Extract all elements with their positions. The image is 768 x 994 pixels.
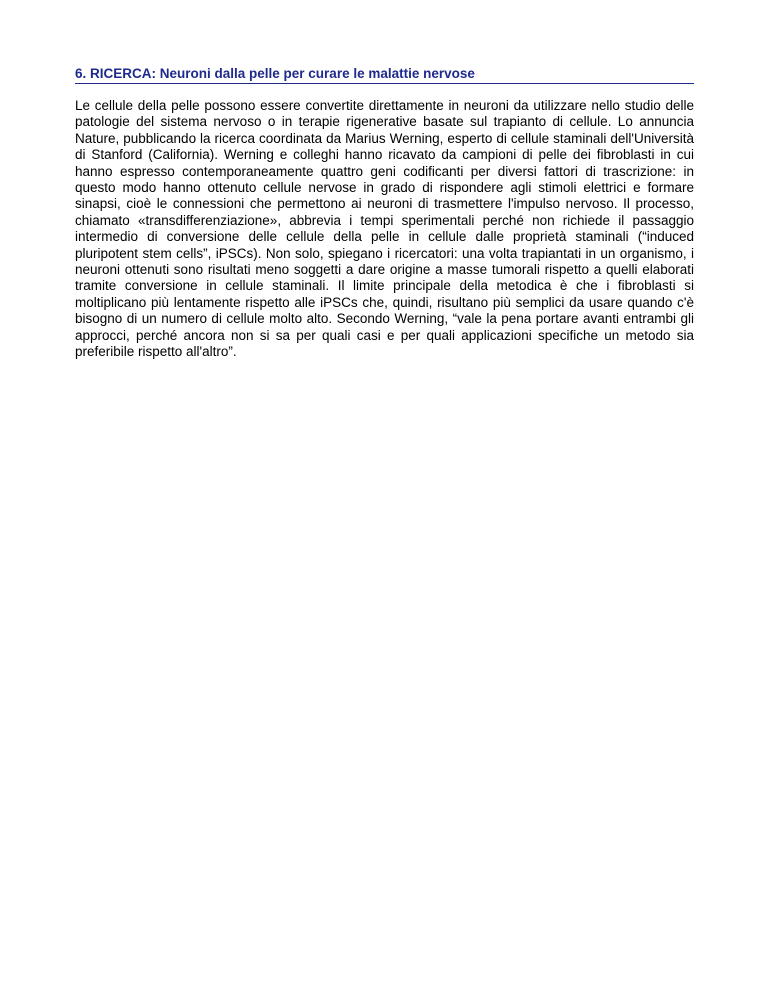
document-page [75, 66, 694, 374]
article-title: 6. RICERCA: Neuroni dalla pelle per curare le malattie nervose [75, 66, 694, 84]
article-body: Le cellule della pelle possono essere convertite direttamente in neuroni da utilizzare nello studio delle patologie del sistema nervoso o in terapie rigenerative basate sul trapianto di cellule. Lo annuncia Nature, pubblicando la ricerca coordinata da Marius Werning, esperto di cellule staminali dell'Università di Stanford (California). Werning e colleghi hanno ricavato da campioni di pelle dei fibroblasti in cui hanno espresso contemporaneamente quattro geni codificanti per diversi fattori di trascrizione: in questo modo hanno ottenuto cellule nervose in grado di rispondere agli stimoli elettrici e formare sinapsi, cioè le connessioni che permettono ai neuroni di trasmettere l'impulso nervoso. Il processo, chiamato «transdifferenziazione», abbrevia i tempi sperimentali perché non richiede il passaggio intermedio di conversione delle cellule della pelle in cellule dalle proprietà staminali (“induced pluripotent stem cells”, iPSCs). Non solo, spiegano i ricercatori: una volta trapiantati in un organismo, i neuroni ottenuti sono risultati meno soggetti a dare origine a masse tumorali rispetto a quelli elaborati tramite conversione in cellule staminali. Il limite principale della metodica è che i fibroblasti si moltiplicano più lentamente rispetto alle iPSCs che, quindi, risultano più semplici da usare quando c'è bisogno di un numero di cellule molto alto. Secondo Werning, “vale la pena portare avanti entrambi gli approcci, perché ancora non si sa per quali casi e per quali applicazioni specifiche un metodo sia preferibile rispetto all'altro”. [75, 98, 694, 360]
